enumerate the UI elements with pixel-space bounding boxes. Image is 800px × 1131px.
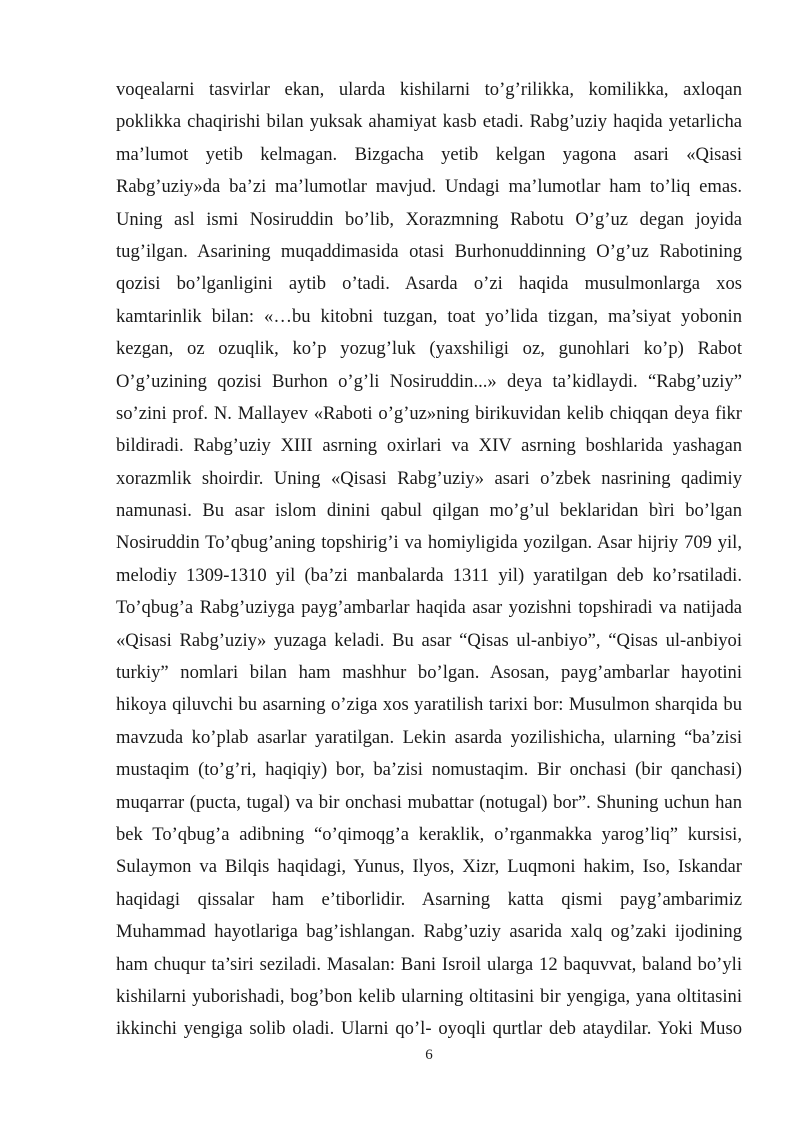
- text-line: bildiradi. Rabg’uziy XIII asrning oxirlari va XIV asrning boshlarida yashagan: [116, 435, 742, 457]
- text-line: ikkinchi yengiga solib oladi. Ularni qo’l- oyoqli qurtlar deb ataydilar. Yoki Muso: [116, 1018, 742, 1040]
- text-line: poklikka chaqirishi bilan yuksak ahamiyat kasb etadi. Rabg’uziy haqida yetarlicha: [116, 111, 742, 133]
- text-line: kishilarni yuborishadi, bog’bon kelib ularning oltitasini bir yengiga, yana oltitasini: [116, 985, 742, 1007]
- text-line: qozisi bo’lganligini aytib o’tadi. Asarda o’zi haqida musulmonlarga xos: [116, 273, 742, 295]
- text-line: Muhammad hayotlariga bag’ishlangan. Rabg’uziy asarida xalq og’zaki ijodining: [116, 921, 742, 943]
- text-line: O’g’uzining qozisi Burhon o’g’li Nosiruddin...» deya ta’kidlaydi. “Rabg’uziy”: [116, 370, 742, 392]
- text-line: voqealarni tasvirlar ekan, ularda kishilarni to’g’rilikka, komilikka, axloqan: [116, 79, 742, 100]
- text-line: Rabg’uziy»da ba’zi ma’lumotlar mavjud. Undagi ma’lumotlar ham to’liq emas.: [116, 176, 742, 198]
- text-line: Sulaymon va Bilqis haqidagi, Yunus, Ilyos, Xizr, Luqmoni hakim, Iso, Iskandar: [116, 856, 742, 878]
- text-line: namunasi. Bu asar islom dinini qabul qilgan mo’g’ul beklaridan bìri bo’lgan: [116, 500, 742, 522]
- text-line: kezgan, oz ozuqlik, ko’p yozug’luk (yaxshiligi oz, gunohlari ko’p) Rabot: [116, 338, 742, 360]
- text-line: melodiy 1309-1310 yil (ba’zi manbalarda 1311 yil) yaratilgan deb ko’rsatiladi.: [116, 564, 742, 586]
- text-line: xorazmlik shoirdir. Uning «Qisasi Rabg’uziy» asari o’zbek nasrining qadimiy: [116, 467, 742, 489]
- text-line: bek To’qbug’a adibning “o’qimoqg’a keraklik, o’rganmakka yarog’liq” kursisi,: [116, 823, 742, 845]
- text-line: ham chuqur ta’siri seziladi. Masalan: Bani Isroil ularga 12 baquvvat, baland bo’yli: [116, 953, 742, 975]
- text-line: kamtarinlik bilan: «…bu kitobni tuzgan, toat yo’lida tizgan, ma’siyat yobonin: [116, 305, 742, 327]
- text-line: Uning asl ismi Nosiruddin bo’lib, Xorazmning Rabotu O’g’uz degan joyida: [116, 208, 742, 230]
- text-line: To’qbug’a Rabg’uziyga payg’ambarlar haqida asar yozishni topshiradi va natijada: [116, 597, 742, 619]
- text-line: ma’lumot yetib kelmagan. Bizgacha yetib kelgan yagona asari «Qisasi: [116, 143, 742, 165]
- body-text: [116, 74, 742, 1046]
- text-line: tug’ilgan. Asarining muqaddimasida otasi Burhonuddinning O’g’uz Rabotining: [116, 240, 742, 262]
- text-line: turkiy” nomlari bilan ham mashhur bo’lgan. Asosan, payg’ambarlar hayotini: [116, 662, 742, 684]
- text-line: Nosiruddin To’qbug’aning topshirig’i va homiyligida yozilgan. Asar hijriy 709 yil,: [116, 532, 742, 554]
- text-line: haqidagi qissalar ham e’tiborlidir. Asarning katta qismi payg’ambarimiz: [116, 888, 742, 910]
- page-number: 6: [425, 1047, 433, 1063]
- text-line: muqarrar (pucta, tugal) va bir onchasi mubattar (notugal) bor”. Shuning uchun han: [116, 791, 742, 813]
- text-line: mavzuda ko’plab asarlar yaratilgan. Lekin asarda yozilishicha, ularning “ba’zisi: [116, 726, 742, 748]
- text-line: mustaqim (to’g’ri, haqiqiy) bor, ba’zisi nomustaqim. Bir onchasi (bir qanchasi): [116, 759, 742, 781]
- text-line: hikoya qiluvchi bu asarning o’ziga xos yaratilish tarixi bor: Musulmon sharqida bu: [116, 694, 742, 716]
- text-line: so’zini prof. N. Mallayev «Raboti o’g’uz»ning birikuvidan kelib chiqqan deya fikr: [116, 402, 742, 424]
- text-line: «Qisasi Rabg’uziy» yuzaga keladi. Bu asar “Qisas ul-anbiyo”, “Qisas ul-anbiyoi: [116, 629, 742, 651]
